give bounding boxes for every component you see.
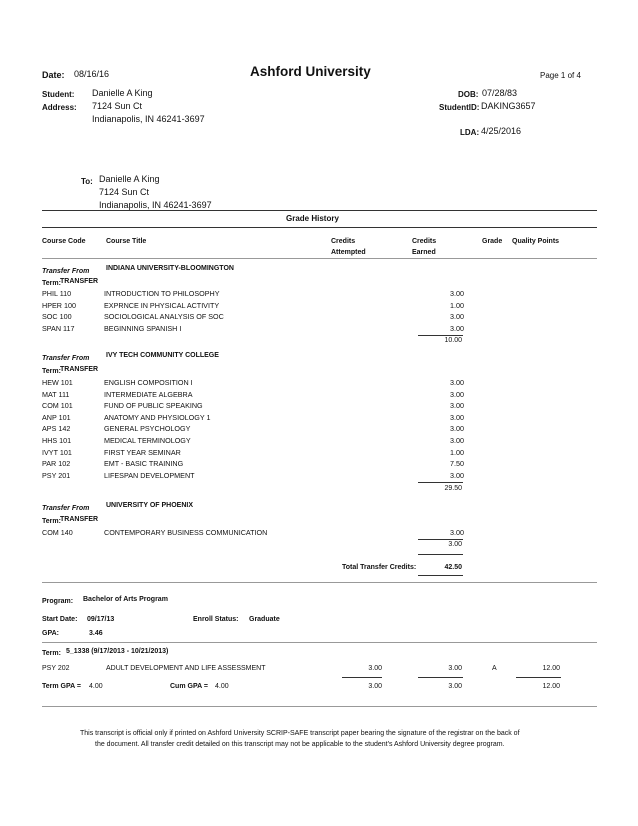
course-code: APS 142 (42, 424, 71, 433)
total-attempted: 3.00 (368, 683, 382, 690)
course-credits: 1.00 (450, 448, 464, 457)
subtotal-rule (418, 539, 463, 540)
divider (42, 210, 597, 211)
start-date-value: 09/17/13 (87, 616, 115, 623)
course-credits: 3.00 (450, 312, 464, 321)
course-credits: 3.00 (450, 528, 464, 537)
term-label: Term: (42, 368, 61, 375)
course-code: HPER 100 (42, 301, 76, 310)
term-gpa-value: 4.00 (89, 683, 103, 690)
transfer-subtotal: 10.00 (444, 337, 462, 344)
grade-history-title: Grade History (286, 214, 339, 223)
footer-note-line1: This transcript is official only if printed on Ashford University SCRIP-SAFE transcript paper bearing the signature of the registrar on the back of (80, 730, 520, 737)
total-transfer-value: 42.50 (444, 564, 462, 571)
col-credits-attempted: Credits (331, 238, 356, 245)
divider (42, 258, 597, 259)
course-credits: 7.50 (450, 459, 464, 468)
address-line1: 7124 Sun Ct (92, 101, 143, 111)
course-row (42, 312, 462, 323)
course-credits: 3.00 (450, 436, 464, 445)
start-date-label: Start Date: (42, 616, 78, 623)
total-transfer-label: Total Transfer Credits: (342, 564, 417, 571)
col-credits-earned: Credits (412, 238, 437, 245)
course-credits: 3.00 (450, 390, 464, 399)
total-rule (342, 677, 382, 678)
term-value: TRANSFER (60, 366, 99, 373)
course-title: FIRST YEAR SEMINAR (104, 448, 181, 457)
total-rule (418, 677, 463, 678)
course-code: PSY 202 (42, 665, 70, 672)
address-line2: Indianapolis, IN 46241-3697 (92, 114, 205, 124)
course-code: COM 140 (42, 528, 73, 537)
student-name: Danielle A King (92, 88, 153, 98)
course-code: HHS 101 (42, 436, 72, 445)
course-code: PSY 201 (42, 471, 71, 480)
course-row (42, 436, 462, 447)
transfer-subtotal: 3.00 (448, 541, 462, 548)
gpa-label: GPA: (42, 630, 59, 637)
col-quality-points: Quality Points (512, 238, 560, 245)
transfer-school: IVY TECH COMMUNITY COLLEGE (106, 352, 219, 359)
course-code: MAT 111 (42, 390, 70, 399)
program-name: Bachelor of Arts Program (83, 596, 168, 603)
total-rule (516, 677, 561, 678)
page-title: Ashford University (250, 64, 371, 79)
course-title: SOCIOLOGICAL ANALYSIS OF SOC (104, 312, 224, 321)
course-code: SPAN 117 (42, 324, 75, 333)
course-title: CONTEMPORARY BUSINESS COMMUNICATION (104, 528, 268, 537)
student-label: Student: (42, 90, 75, 99)
page-number: Page 1 of 4 (540, 71, 581, 80)
course-row (42, 459, 462, 470)
course-title: ANATOMY AND PHYSIOLOGY 1 (104, 413, 211, 422)
course-credits: 1.00 (450, 301, 464, 310)
course-title: INTERMEDIATE ALGEBRA (104, 390, 193, 399)
divider (42, 642, 597, 643)
col-grade: Grade (482, 238, 503, 245)
course-credits: 3.00 (450, 424, 464, 433)
address-label: Address: (42, 103, 77, 112)
enroll-status-value: Graduate (249, 616, 280, 623)
to-label: To: (81, 177, 93, 186)
quality-points: 12.00 (542, 665, 560, 672)
course-row (42, 324, 462, 335)
course-row (42, 401, 462, 412)
lda-label: LDA: (460, 128, 480, 137)
to-address1: 7124 Sun Ct (99, 187, 150, 197)
course-title: GENERAL PSYCHOLOGY (104, 424, 191, 433)
course-row (42, 424, 462, 435)
divider (42, 706, 597, 707)
divider (42, 227, 597, 228)
transfer-from-label: Transfer From (42, 355, 90, 362)
col-course-title: Course Title (106, 238, 147, 245)
studentid-label: StudentID: (439, 103, 480, 112)
course-code: COM 101 (42, 401, 73, 410)
term-label: Term: (42, 650, 61, 657)
grade: A (492, 665, 497, 672)
transfer-from-label: Transfer From (42, 505, 90, 512)
credits-attempted: 3.00 (368, 665, 382, 672)
term-value: 5_1338 (9/17/2013 - 10/21/2013) (66, 648, 169, 655)
course-title: ADULT DEVELOPMENT AND LIFE ASSESSMENT (106, 665, 266, 672)
course-credits: 3.00 (450, 471, 464, 480)
course-credits: 3.00 (450, 413, 464, 422)
course-row (42, 289, 462, 300)
date-label: Date: (42, 70, 65, 80)
course-title: EMT - BASIC TRAINING (104, 459, 184, 468)
course-code: ANP 101 (42, 413, 71, 422)
enroll-status-label: Enroll Status: (193, 616, 239, 623)
term-label: Term: (42, 518, 61, 525)
subtotal-rule (418, 554, 463, 555)
transfer-from-label: Transfer From (42, 268, 90, 275)
course-row (42, 448, 462, 459)
lda-value: 4/25/2016 (481, 126, 522, 136)
course-code: HEW 101 (42, 378, 73, 387)
course-credits: 3.00 (450, 401, 464, 410)
credits-earned: 3.00 (448, 665, 462, 672)
course-row (42, 301, 462, 312)
total-earned: 3.00 (448, 683, 462, 690)
course-code: IVYT 101 (42, 448, 72, 457)
course-title: EXPRNCE IN PHYSICAL ACTIVITY (104, 301, 220, 310)
dob-label: DOB: (458, 90, 479, 99)
date-value: 08/16/16 (74, 69, 110, 79)
course-credits: 3.00 (450, 378, 464, 387)
course-title: BEGINNING SPANISH I (104, 324, 182, 333)
term-value: TRANSFER (60, 516, 99, 523)
subtotal-rule (418, 482, 463, 483)
dob-value: 07/28/83 (482, 88, 518, 98)
term-value: TRANSFER (60, 278, 99, 285)
course-row (42, 378, 462, 389)
transfer-school: UNIVERSITY OF PHOENIX (106, 502, 193, 509)
program-label: Program: (42, 598, 74, 605)
studentid-value: DAKING3657 (481, 101, 536, 111)
course-code: PAR 102 (42, 459, 71, 468)
transfer-school: INDIANA UNIVERSITY-BLOOMINGTON (106, 265, 234, 272)
col-credits-earned-2: Earned (412, 249, 436, 256)
footer-note-line2: the document. All transfer credit detailed on this transcript may not be applicable to the student's Ashford University degree program. (95, 741, 505, 748)
gpa-value: 3.46 (89, 630, 103, 637)
cum-gpa-label: Cum GPA = (170, 683, 208, 690)
term-gpa-label: Term GPA = (42, 683, 81, 690)
col-course-code: Course Code (42, 238, 86, 245)
to-address2: Indianapolis, IN 46241-3697 (99, 200, 212, 210)
col-credits-attempted-2: Attempted (331, 249, 366, 256)
course-row (42, 471, 462, 482)
course-row (42, 528, 462, 539)
transfer-subtotal: 29.50 (444, 485, 462, 492)
divider (42, 582, 597, 583)
term-label: Term: (42, 280, 61, 287)
course-title: LIFESPAN DEVELOPMENT (104, 471, 195, 480)
subtotal-rule (418, 335, 463, 336)
cum-gpa-value: 4.00 (215, 683, 229, 690)
course-code: SOC 100 (42, 312, 72, 321)
course-code: PHIL 110 (42, 289, 72, 298)
course-row (42, 390, 462, 401)
course-row (42, 413, 462, 424)
course-credits: 3.00 (450, 324, 464, 333)
total-quality-points: 12.00 (542, 683, 560, 690)
total-rule (418, 575, 463, 576)
course-title: ENGLISH COMPOSITION I (104, 378, 193, 387)
course-credits: 3.00 (450, 289, 464, 298)
course-title: MEDICAL TERMINOLOGY (104, 436, 191, 445)
course-title: FUND OF PUBLIC SPEAKING (104, 401, 203, 410)
to-name: Danielle A King (99, 174, 160, 184)
course-title: INTRODUCTION TO PHILOSOPHY (104, 289, 220, 298)
